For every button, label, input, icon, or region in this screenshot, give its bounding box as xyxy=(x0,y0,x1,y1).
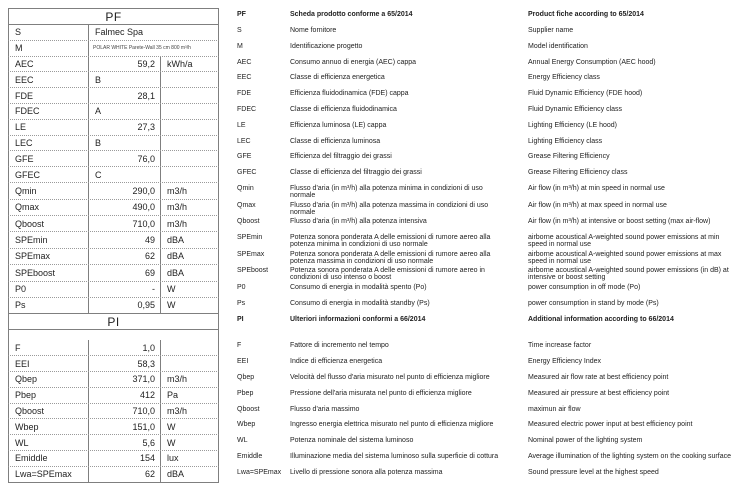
parameter-code-cell: WL xyxy=(9,435,89,450)
table-row xyxy=(8,41,732,57)
legend-code: GFE xyxy=(237,153,252,161)
legend-code: Qmin xyxy=(237,184,254,192)
legend-code: SPEmin xyxy=(237,233,263,241)
parameter-value-cell: 62 xyxy=(89,249,161,265)
parameter-code-cell: SPEmin xyxy=(9,232,89,248)
parameter-value-cell: 710,0 xyxy=(89,216,161,231)
description-english: Fluid Dynamic Efficiency class xyxy=(528,105,623,113)
column-gap xyxy=(512,216,528,232)
column-gap xyxy=(219,167,237,183)
description-italian: Identificazione progetto xyxy=(290,42,363,50)
legend-code: Qboost xyxy=(237,218,260,226)
description-italian: Flusso d'aria (in m³/h) alla potenza massima in condizioni di uso normale xyxy=(290,201,489,216)
column-gap xyxy=(512,120,528,136)
column-gap xyxy=(219,249,237,266)
column-gap xyxy=(219,451,237,467)
column-gap xyxy=(512,151,528,167)
description-english: Air flow (in m³/h) at min speed in normal use xyxy=(528,184,665,192)
description-italian: Pressione dell'aria misurata nel punto di efficienza migliore xyxy=(290,389,472,397)
table-row xyxy=(8,25,732,41)
column-gap xyxy=(512,8,528,25)
table-row-cells xyxy=(8,232,219,249)
description-english: Grease Filtering Efficiency xyxy=(528,153,610,161)
legend-code: Emiddle xyxy=(237,452,263,460)
column-gap xyxy=(219,340,237,356)
table-row xyxy=(8,298,732,314)
legend-code: P0 xyxy=(237,283,246,291)
parameter-unit-cell: dBA xyxy=(167,267,185,278)
table-row xyxy=(8,232,732,249)
column-gap xyxy=(512,167,528,183)
parameter-unit-cell: m3/h xyxy=(167,374,188,385)
parameter-code-cell: LEC xyxy=(9,136,89,151)
column-gap xyxy=(512,232,528,249)
parameter-code-cell: Pbep xyxy=(9,388,89,403)
description-english: Time increase factor xyxy=(528,342,592,350)
table-row xyxy=(8,451,732,467)
description-italian: Velocità del flusso d'aria misurato nel punto di efficienza migliore xyxy=(290,373,490,381)
column-gap xyxy=(219,200,237,217)
column-gap xyxy=(512,136,528,152)
parameter-code-cell: F xyxy=(9,340,89,355)
parameter-unit-cell xyxy=(161,104,218,119)
legend-code: Lwa=SPEmax xyxy=(237,468,282,476)
column-gap xyxy=(512,298,528,314)
table-row xyxy=(8,265,732,282)
table-row-cells xyxy=(8,282,219,298)
table-section-title: PI xyxy=(8,313,219,330)
column-gap xyxy=(219,372,237,388)
column-gap xyxy=(219,298,237,314)
description-italian: Potenza sonora ponderata A delle emissioni di rumore aereo alla potenza minima in condizioni di uso normale xyxy=(290,233,491,249)
description-english: Lighting Efficiency (LE hood) xyxy=(528,121,617,129)
parameter-value-cell: 62 xyxy=(89,467,161,482)
description-italian: Efficienza fluidodinamica (FDE) cappa xyxy=(290,90,409,98)
column-gap xyxy=(512,282,528,298)
legend-code: LEC xyxy=(237,137,251,145)
column-gap xyxy=(219,183,237,200)
parameter-code-cell: Qmin xyxy=(9,183,89,199)
table-row xyxy=(8,249,732,266)
table-row xyxy=(8,216,732,232)
parameter-unit-cell: W xyxy=(167,437,176,448)
parameter-value-cell: 490,0 xyxy=(89,200,161,216)
table-row xyxy=(8,435,732,451)
column-gap xyxy=(219,72,237,88)
table-row-cells xyxy=(8,183,219,200)
column-gap xyxy=(219,104,237,120)
parameter-value-cell: B xyxy=(89,72,161,87)
table-row xyxy=(8,136,732,152)
legend-code: PF xyxy=(237,11,246,18)
table-row-cells xyxy=(8,57,219,73)
description-italian: Consumo annuo di energia (AEC) cappa xyxy=(290,58,417,66)
parameter-unit-cell xyxy=(161,120,218,135)
column-gap xyxy=(512,356,528,372)
description-italian: Classe di efficienza energetica xyxy=(290,74,385,82)
table-row-cells xyxy=(8,388,219,404)
description-italian: Ingresso energia elettrica misurato nel punto di efficienza migliore xyxy=(290,421,494,429)
description-italian: Potenza nominale del sistema luminoso xyxy=(290,437,414,445)
description-english: Annual Energy Consumption (AEC hood) xyxy=(528,58,656,66)
description-english: airborne acoustical A-weighted sound power emissions (in dB) at intensive or boost setting xyxy=(528,267,729,282)
table-row xyxy=(8,340,732,356)
parameter-value-cell: 69 xyxy=(89,265,161,281)
description-english: airborne acoustical A-weighted sound power emissions at min speed in normal use xyxy=(528,233,720,249)
table-row-cells xyxy=(8,41,219,57)
description-italian: Efficienza del filtraggio dei grassi xyxy=(290,153,392,161)
parameter-value-cell: C xyxy=(89,167,161,182)
legend-code: M xyxy=(237,42,243,50)
legend-title-italian: Ulteriori informazioni conformi a 66/2014 xyxy=(290,316,426,324)
column-gap xyxy=(219,232,237,249)
table-row-cells xyxy=(8,249,219,266)
table-row xyxy=(8,88,732,104)
legend-code: F xyxy=(237,342,242,350)
column-gap xyxy=(512,104,528,120)
table-row-cells xyxy=(8,451,219,467)
parameter-code-cell: EEC xyxy=(9,72,89,87)
description-italian: Potenza sonora ponderata A delle emissioni di rumore aereo in condizioni di uso intenso o boost xyxy=(290,267,485,282)
column-gap xyxy=(219,313,237,330)
parameter-code-cell: GFEC xyxy=(9,167,89,182)
parameter-unit-cell xyxy=(161,136,218,151)
table-row-cells xyxy=(8,404,219,420)
parameter-code-cell: Ps xyxy=(9,298,89,314)
description-english: Fluid Dynamic Efficiency (FDE hood) xyxy=(528,90,643,98)
parameter-unit-cell: dBA xyxy=(167,234,185,245)
parameter-code-cell: P0 xyxy=(9,282,89,297)
parameter-code-cell: Qbep xyxy=(9,372,89,387)
description-english: Energy Efficiency class xyxy=(528,74,600,82)
parameter-value-cell: 27,3 xyxy=(89,120,161,135)
description-italian: Classe di efficienza del filtraggio dei grassi xyxy=(290,169,422,177)
parameter-unit-cell: Pa xyxy=(167,390,179,401)
column-gap xyxy=(512,249,528,266)
description-english: Grease Filtering Efficiency class xyxy=(528,169,628,177)
parameter-unit-cell: kWh/a xyxy=(167,58,193,69)
parameter-value-cell: 1,0 xyxy=(89,340,161,355)
table-row-cells xyxy=(8,435,219,451)
parameter-value-cell: 76,0 xyxy=(89,151,161,166)
parameter-value-cell: 5,6 xyxy=(89,435,161,450)
parameter-unit-cell xyxy=(161,340,218,355)
parameter-value-cell: 290,0 xyxy=(89,183,161,199)
legend-code: SPEmax xyxy=(237,250,265,258)
parameter-value-cell: 710,0 xyxy=(89,404,161,419)
description-italian: Potenza sonora ponderata A delle emissioni di rumore aereo alla potenza massima in condizioni di uso normale xyxy=(290,250,491,265)
column-gap xyxy=(512,435,528,451)
column-gap xyxy=(219,282,237,298)
table-row-cells xyxy=(8,216,219,232)
table-row-cells xyxy=(8,200,219,217)
parameter-value-cell: - xyxy=(89,282,161,297)
table-row-cells xyxy=(8,151,219,167)
table-row-cells xyxy=(8,298,219,314)
parameter-code-cell: GFE xyxy=(9,151,89,166)
parameter-code-cell: LE xyxy=(9,120,89,135)
description-english: Energy Efficiency Index xyxy=(528,358,602,366)
table-row xyxy=(8,120,732,136)
parameter-unit-cell: lux xyxy=(167,453,179,464)
column-gap xyxy=(219,8,237,25)
legend-title-english: Product fiche according to 65/2014 xyxy=(528,11,644,18)
parameter-code-cell: Qboost xyxy=(9,216,89,231)
description-italian: Classe di efficienza fluidodinamica xyxy=(290,105,397,113)
column-gap xyxy=(219,57,237,73)
description-english: Model identification xyxy=(528,42,588,50)
column-gap xyxy=(512,57,528,73)
legend-code: FDEC xyxy=(237,105,257,113)
legend-code: SPEboost xyxy=(237,267,269,275)
table-row xyxy=(8,356,732,372)
table-spacer xyxy=(8,330,219,340)
parameter-code-cell: FDE xyxy=(9,88,89,103)
column-gap xyxy=(219,151,237,167)
parameter-code-cell: S xyxy=(9,25,89,40)
table-row-cells xyxy=(8,265,219,282)
table-row xyxy=(8,104,732,120)
description-english: Measured air pressure at best efficiency point xyxy=(528,389,670,397)
column-gap xyxy=(512,372,528,388)
parameter-code-cell: M xyxy=(9,41,89,56)
column-gap xyxy=(512,200,528,217)
parameter-unit-cell xyxy=(161,72,218,87)
parameter-code-cell: Qmax xyxy=(9,200,89,216)
legend-code: PI xyxy=(237,316,244,324)
column-gap xyxy=(219,388,237,404)
description-italian: Nome fornitore xyxy=(290,27,337,34)
legend-code: Ps xyxy=(237,299,246,307)
column-gap xyxy=(219,25,237,41)
description-english: Measured electric power input at best efficiency point xyxy=(528,421,693,429)
parameter-value-cell: 151,0 xyxy=(89,419,161,434)
description-english: Measured air flow rate at best efficiency point xyxy=(528,373,669,381)
legend-title-english: Additional information according to 66/2014 xyxy=(528,316,674,324)
table-row xyxy=(8,57,732,73)
table-row-cells xyxy=(8,120,219,136)
table-row xyxy=(8,372,732,388)
section-header-row xyxy=(8,8,732,25)
parameter-unit-cell xyxy=(161,356,218,371)
parameter-code-cell: AEC xyxy=(9,57,89,72)
legend-code: Qmax xyxy=(237,201,256,209)
legend-code: FDE xyxy=(237,90,251,98)
parameter-value-cell: POLAR WHITE Parete-Wall 35 cm 800 m³/h xyxy=(93,45,191,52)
parameter-value-cell: B xyxy=(89,136,161,151)
table-row-cells xyxy=(8,340,219,356)
description-english: power consumption in off mode (Po) xyxy=(528,283,641,291)
parameter-code-cell: SPEmax xyxy=(9,249,89,265)
description-italian: Flusso d'aria (in m³/h) alla potenza intensiva xyxy=(290,218,427,226)
column-gap xyxy=(512,88,528,104)
description-italian: Illuminazione media del sistema luminoso sulla superficie di cottura xyxy=(290,452,499,460)
table-row xyxy=(8,388,732,404)
parameter-value-cell: 412 xyxy=(89,388,161,403)
table-row-cells xyxy=(8,372,219,388)
column-gap xyxy=(512,388,528,404)
description-english: power consumption in stand by mode (Ps) xyxy=(528,299,659,307)
column-gap xyxy=(219,356,237,372)
description-english: Nominal power of the lighting system xyxy=(528,437,643,445)
legend-code: EEC xyxy=(237,74,252,82)
column-gap xyxy=(219,435,237,451)
table-row-cells xyxy=(8,136,219,152)
legend-code: S xyxy=(237,27,242,34)
parameter-value-cell: 58,3 xyxy=(89,356,161,371)
legend-code: LE xyxy=(237,121,246,129)
column-gap xyxy=(512,72,528,88)
table-row-cells xyxy=(8,356,219,372)
table-row xyxy=(8,72,732,88)
column-gap xyxy=(512,419,528,435)
column-gap xyxy=(219,41,237,57)
column-gap xyxy=(219,88,237,104)
column-gap xyxy=(219,404,237,420)
legend-code: AEC xyxy=(237,58,252,66)
parameter-unit-cell: m3/h xyxy=(167,202,188,213)
legend-code: Qboost xyxy=(237,405,260,413)
table-row-cells xyxy=(8,104,219,120)
description-english: maximun air flow xyxy=(528,405,581,413)
parameter-code-cell: EEI xyxy=(9,356,89,371)
parameter-value-cell: 0,95 xyxy=(89,298,161,314)
column-gap xyxy=(219,120,237,136)
table-row-cells xyxy=(8,25,219,41)
description-italian: Consumo di energia in modalità spento (Po) xyxy=(290,283,427,291)
column-gap xyxy=(512,340,528,356)
section-header-row xyxy=(8,313,732,330)
table-section-title: PF xyxy=(8,8,219,25)
table-row xyxy=(8,183,732,200)
parameter-unit-cell: W xyxy=(167,421,176,432)
column-gap xyxy=(512,313,528,330)
parameter-unit-cell: m3/h xyxy=(167,185,188,196)
table-row-cells xyxy=(8,88,219,104)
legend-code: EEI xyxy=(237,358,249,366)
description-italian: Flusso d'aria (in m³/h) alla potenza minima in condizioni di uso normale xyxy=(290,184,483,200)
parameter-value-cell: 59,2 xyxy=(89,57,161,72)
parameter-code-cell: Lwa=SPEmax xyxy=(9,467,89,482)
parameter-code-cell: Qboost xyxy=(9,404,89,419)
legend-code: Pbep xyxy=(237,389,254,397)
column-gap xyxy=(219,265,237,282)
parameter-code-cell: Wbep xyxy=(9,419,89,434)
description-english: Sound pressure level at the highest speed xyxy=(528,468,659,476)
table-row-cells xyxy=(8,167,219,183)
column-gap xyxy=(219,136,237,152)
description-italian: Fattore di incremento nel tempo xyxy=(290,342,389,350)
legend-code: Wbep xyxy=(237,421,256,429)
parameter-code-cell: SPEboost xyxy=(9,265,89,281)
parameter-value-cell: Falmec Spa xyxy=(95,27,144,38)
parameter-unit-cell xyxy=(161,167,218,182)
column-gap xyxy=(219,419,237,435)
column-gap xyxy=(512,404,528,420)
description-english: Air flow (in m³/h) at max speed in normal use xyxy=(528,201,667,209)
table-row xyxy=(8,200,732,217)
table-row xyxy=(8,467,732,483)
table-spacer-row xyxy=(8,330,732,340)
description-italian: Consumo di energia in modalità standby (Ps) xyxy=(290,299,430,307)
column-gap xyxy=(512,265,528,282)
description-italian: Efficienza luminosa (LE) cappa xyxy=(290,121,387,129)
parameter-unit-cell: m3/h xyxy=(167,218,188,229)
parameter-value-cell: 371,0 xyxy=(89,372,161,387)
parameter-unit-cell: dBA xyxy=(167,251,185,262)
parameter-unit-cell: m3/h xyxy=(167,405,188,416)
parameter-code-cell: FDEC xyxy=(9,104,89,119)
parameter-value-cell: A xyxy=(89,104,161,119)
column-gap xyxy=(219,216,237,232)
legend-code: Qbep xyxy=(237,373,255,381)
description-italian: Livello di pressione sonora alla potenza massima xyxy=(290,468,443,476)
parameter-unit-cell xyxy=(161,88,218,103)
description-italian: Indice di efficienza energetica xyxy=(290,358,383,366)
column-gap xyxy=(219,467,237,483)
parameter-unit-cell: W xyxy=(167,300,176,311)
table-row-cells xyxy=(8,72,219,88)
legend-title-italian: Scheda prodotto conforme a 65/2014 xyxy=(290,11,413,18)
legend-code: WL xyxy=(237,437,248,445)
parameter-code-cell: Emiddle xyxy=(9,451,89,466)
table-row xyxy=(8,167,732,183)
table-row xyxy=(8,404,732,420)
column-gap xyxy=(512,41,528,57)
table-row xyxy=(8,282,732,298)
description-italian: Flusso d'aria massimo xyxy=(290,405,360,413)
parameter-unit-cell xyxy=(161,151,218,166)
table-row-cells xyxy=(8,467,219,483)
legend-code: GFEC xyxy=(237,169,257,177)
column-gap xyxy=(512,467,528,483)
parameter-value-cell: 154 xyxy=(89,451,161,466)
table-row xyxy=(8,419,732,435)
parameter-value-cell: 49 xyxy=(89,232,161,248)
description-english: Average illumination of the lighting system on the cooking surface xyxy=(528,452,731,460)
table-row xyxy=(8,151,732,167)
table-row-cells xyxy=(8,419,219,435)
column-gap xyxy=(512,25,528,41)
parameter-unit-cell: dBA xyxy=(167,469,185,480)
description-italian: Classe di efficienza luminosa xyxy=(290,137,381,145)
description-english: Supplier name xyxy=(528,27,574,34)
parameter-value-cell: 28,1 xyxy=(89,88,161,103)
column-gap xyxy=(512,183,528,200)
description-english: airborne acoustical A-weighted sound power emissions at max speed in normal use xyxy=(528,250,722,265)
parameter-unit-cell: W xyxy=(167,284,176,295)
description-english: Lighting Efficiency class xyxy=(528,137,603,145)
column-gap xyxy=(512,451,528,467)
description-english: Air flow (in m³/h) at intensive or boost setting (max air-flow) xyxy=(528,218,711,226)
